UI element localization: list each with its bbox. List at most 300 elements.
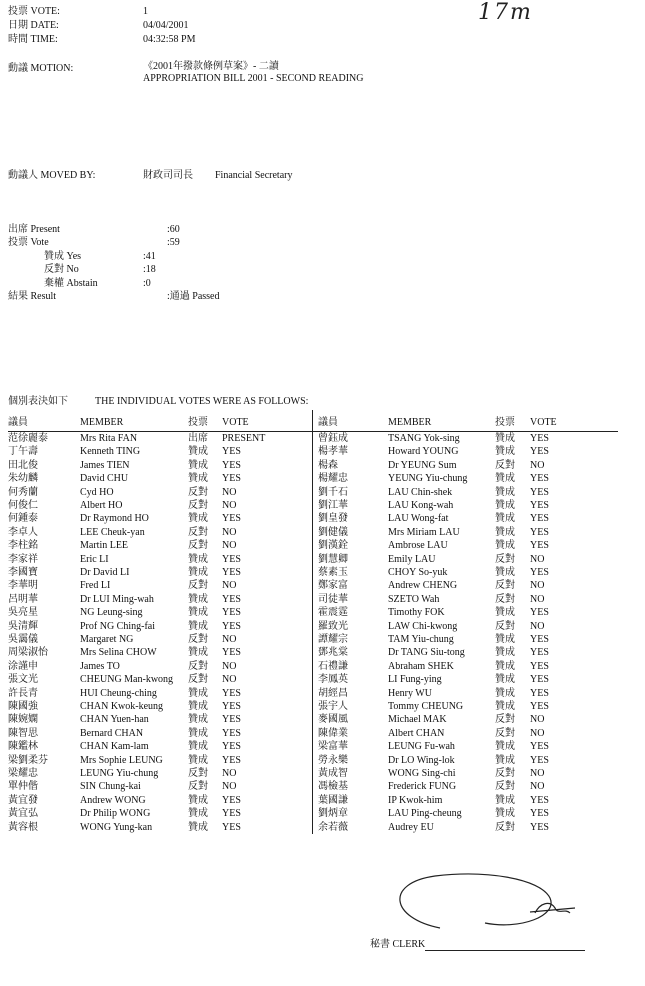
vote-zh: 贊成	[495, 647, 515, 659]
vote-zh: 贊成	[188, 647, 208, 659]
vote-en: YES	[222, 794, 241, 806]
member-name-zh: 馮檢基	[318, 781, 348, 793]
member-name-zh: 楊耀忠	[318, 473, 348, 485]
table-row	[0, 514, 645, 527]
vote-en: YES	[530, 647, 549, 659]
vote-en: NO	[530, 714, 545, 726]
vote-en: YES	[530, 486, 549, 498]
table-row	[0, 715, 645, 728]
member-name-en: CHAN Kam-lam	[80, 741, 149, 753]
member-name-en: LEUNG Fu-wah	[388, 741, 455, 753]
vote-zh: 贊成	[495, 567, 515, 578]
vote-zh: 贊成	[495, 808, 515, 820]
handwritten-note: 17m	[478, 0, 533, 25]
member-name-zh: 何秀蘭	[8, 486, 38, 498]
col-vote: VOTE	[530, 417, 557, 428]
vote-en: YES	[530, 821, 549, 833]
present-count: :60	[167, 224, 180, 235]
date-value: 04/04/2001	[143, 20, 189, 31]
vote-en: NO	[530, 580, 545, 592]
member-name-zh: 梁劉柔芬	[8, 754, 48, 766]
member-name-zh: 李鳳英	[318, 674, 348, 686]
vote-en: YES	[222, 593, 241, 605]
vote-zh: 贊成	[188, 727, 208, 739]
member-name-en: Andrew CHENG	[388, 580, 458, 592]
col-vote-zh: 投票	[495, 417, 515, 428]
member-name-zh: 楊孝華	[318, 446, 348, 458]
member-name-en: CHEUNG Man-kwong	[80, 674, 174, 686]
vote-zh: 反對	[495, 580, 515, 592]
vote-en: YES	[222, 701, 241, 712]
member-name-zh: 朱幼麟	[8, 473, 38, 485]
motion-label: 動議 MOTION:	[8, 63, 74, 74]
member-name-zh: 陳國強	[8, 701, 38, 712]
vote-en: YES	[222, 687, 241, 699]
vote-en: YES	[222, 553, 241, 565]
member-name-en: Dr Philip WONG	[80, 808, 151, 820]
member-name-zh: 霍震霆	[318, 607, 348, 619]
member-name-zh: 李卓人	[8, 526, 38, 538]
vote-en: NO	[222, 486, 237, 498]
member-name-zh: 曾鈺成	[318, 433, 348, 444]
abstain-label: 棄權 Abstain	[44, 278, 98, 289]
vote-zh: 贊成	[495, 486, 515, 498]
member-name-en: Mrs Selina CHOW	[80, 647, 157, 659]
individual-heading-zh: 個別表決如下	[8, 396, 68, 407]
vote-en: YES	[222, 459, 241, 471]
member-name-zh: 陳智思	[8, 727, 38, 739]
member-name-en: Andrew WONG	[80, 794, 146, 806]
member-name-zh: 吳靄儀	[8, 634, 38, 645]
member-name-zh: 胡經昌	[318, 687, 348, 699]
member-name-zh: 李華明	[8, 580, 38, 592]
vote-number: 1	[143, 6, 148, 17]
member-name-zh: 陳鑑林	[8, 741, 38, 753]
member-name-en: Timothy FOK	[388, 607, 445, 619]
vote-zh: 贊成	[495, 794, 515, 806]
vote-en: NO	[222, 580, 237, 592]
vote-zh: 反對	[495, 620, 515, 632]
vote-en: YES	[530, 741, 549, 753]
member-name-en: Margaret NG	[80, 634, 134, 645]
present-label: 出席 Present	[8, 224, 60, 235]
table-row	[0, 689, 645, 702]
vote-en: YES	[530, 473, 549, 485]
member-name-zh: 單仲偕	[8, 781, 38, 793]
member-name-en: LAU Chin-shek	[388, 486, 453, 498]
vote-en: YES	[222, 567, 241, 578]
member-name-zh: 劉漢銓	[318, 540, 348, 552]
vote-zh: 反對	[495, 727, 515, 739]
member-name-zh: 陳婉嫻	[8, 714, 38, 726]
date-label: 日期 DATE:	[8, 20, 59, 31]
member-name-zh: 何俊仁	[8, 500, 38, 511]
member-name-zh: 許長青	[8, 687, 38, 699]
vote-zh: 反對	[495, 781, 515, 793]
member-name-en: LI Fung-ying	[388, 674, 442, 686]
table-row	[0, 648, 645, 661]
vote-zh: 反對	[495, 553, 515, 565]
vote-en: YES	[222, 446, 241, 458]
member-name-zh: 梁富華	[318, 741, 348, 753]
member-name-zh: 呂明華	[8, 593, 38, 605]
vote-en: NO	[530, 727, 545, 739]
member-name-en: Abraham SHEK	[388, 660, 454, 672]
member-name-en: Albert CHAN	[388, 727, 445, 739]
member-name-en: LAW Chi-kwong	[388, 620, 458, 632]
vote-zh: 贊成	[188, 714, 208, 726]
member-name-zh: 陳偉業	[318, 727, 348, 739]
vote-zh: 贊成	[495, 500, 515, 511]
vote-zh: 贊成	[495, 526, 515, 538]
vote-en: NO	[222, 540, 237, 552]
table-row	[0, 809, 645, 822]
vote-en: YES	[530, 607, 549, 619]
member-name-zh: 石禮謙	[318, 660, 348, 672]
member-name-en: Tommy CHEUNG	[388, 701, 464, 712]
vote-zh: 贊成	[188, 513, 208, 525]
member-name-zh: 黃宜弘	[8, 808, 38, 820]
member-name-en: Dr YEUNG Sum	[388, 459, 457, 471]
member-name-en: TSANG Yok-sing	[388, 433, 460, 444]
member-name-zh: 范徐麗泰	[8, 433, 48, 444]
vote-zh: 出席	[188, 433, 208, 444]
vote-zh: 反對	[495, 593, 515, 605]
member-name-zh: 譚耀宗	[318, 634, 348, 645]
table-row	[0, 474, 645, 487]
table-row	[0, 608, 645, 621]
mover-zh: 財政司司長	[143, 170, 193, 181]
signature-line	[425, 950, 585, 951]
member-name-en: David CHU	[80, 473, 129, 485]
vote-en: YES	[530, 660, 549, 672]
table-row	[0, 729, 645, 742]
table-row	[0, 742, 645, 755]
vote-zh: 贊成	[188, 593, 208, 605]
vote-zh: 贊成	[495, 446, 515, 458]
member-name-zh: 司徒華	[318, 593, 348, 605]
member-name-en: LEE Cheuk-yan	[80, 526, 145, 538]
header-rule	[8, 431, 618, 432]
table-row	[0, 823, 645, 836]
vote-zh: 贊成	[495, 674, 515, 686]
table-row	[0, 796, 645, 809]
vote-zh: 贊成	[188, 794, 208, 806]
vote-en: NO	[222, 660, 237, 672]
table-row	[0, 555, 645, 568]
member-name-en: NG Leung-sing	[80, 607, 143, 619]
time-label: 時間 TIME:	[8, 34, 58, 45]
vote-zh: 反對	[188, 486, 208, 498]
vote-zh: 贊成	[188, 808, 208, 820]
member-name-en: Michael MAK	[388, 714, 447, 726]
member-name-zh: 何鍾泰	[8, 513, 38, 525]
member-name-zh: 李家祥	[8, 553, 38, 565]
motion-title-en: APPROPRIATION BILL 2001 - SECOND READING	[143, 73, 364, 84]
vote-en: YES	[222, 620, 241, 632]
vote-en: YES	[530, 567, 549, 578]
member-name-en: Kenneth TING	[80, 446, 141, 458]
vote-zh: 贊成	[188, 620, 208, 632]
member-name-en: Dr LUI Ming-wah	[80, 593, 154, 605]
member-name-zh: 張宇人	[318, 701, 348, 712]
member-name-zh: 羅致光	[318, 620, 348, 632]
member-name-en: HUI Cheung-ching	[80, 687, 157, 699]
vote-zh: 贊成	[188, 821, 208, 833]
vote-en: NO	[530, 459, 545, 471]
col-vote: VOTE	[222, 417, 249, 428]
vote-en: NO	[530, 553, 545, 565]
vote-en: YES	[222, 741, 241, 753]
member-name-en: Dr Raymond HO	[80, 513, 149, 525]
member-name-zh: 劉健儀	[318, 526, 348, 538]
member-name-zh: 劉慧卿	[318, 553, 348, 565]
member-name-en: Henry WU	[388, 687, 432, 699]
member-name-zh: 麥國風	[318, 714, 348, 726]
vote-en: PRESENT	[222, 433, 266, 444]
member-name-en: IP Kwok-him	[388, 794, 443, 806]
member-name-en: Albert HO	[80, 500, 123, 511]
vote-en: YES	[530, 794, 549, 806]
member-name-zh: 劉皇發	[318, 513, 348, 525]
vote-en: YES	[530, 754, 549, 766]
member-name-zh: 丁午壽	[8, 446, 38, 458]
vote-zh: 贊成	[188, 754, 208, 766]
member-name-zh: 勞永樂	[318, 754, 348, 766]
member-name-zh: 蔡素玉	[318, 567, 348, 578]
vote-zh: 贊成	[188, 567, 208, 578]
no-label: 反對 No	[44, 264, 79, 275]
vote-en: YES	[530, 513, 549, 525]
vote-zh: 反對	[495, 459, 515, 471]
member-name-zh: 吳清輝	[8, 620, 38, 632]
vote-zh: 贊成	[188, 459, 208, 471]
member-name-en: Dr TANG Siu-tong	[388, 647, 465, 659]
member-name-en: Frederick FUNG	[388, 781, 457, 793]
moved-by-label: 動議人 MOVED BY:	[8, 170, 96, 181]
vote-zh: 贊成	[495, 660, 515, 672]
vote-en: NO	[222, 500, 237, 511]
table-row	[0, 461, 645, 474]
vote-zh: 贊成	[495, 433, 515, 444]
member-name-en: SZETO Wah	[388, 593, 440, 605]
member-name-en: WONG Yung-kan	[80, 821, 153, 833]
member-name-en: Dr David LI	[80, 567, 130, 578]
vote-zh: 贊成	[495, 513, 515, 525]
member-name-zh: 黃宜發	[8, 794, 38, 806]
vote-en: NO	[530, 620, 545, 632]
vote-en: NO	[222, 526, 237, 538]
vote-zh: 贊成	[495, 754, 515, 766]
vote-zh: 反對	[495, 714, 515, 726]
vote-zh: 贊成	[188, 607, 208, 619]
vote-zh: 贊成	[188, 701, 208, 712]
vote-en: NO	[530, 593, 545, 605]
vote-zh: 反對	[188, 660, 208, 672]
vote-zh: 反對	[188, 580, 208, 592]
vote-en: NO	[222, 781, 237, 793]
vote-en: YES	[530, 687, 549, 699]
vote-label: 投票 VOTE:	[8, 6, 60, 17]
member-name-en: Mrs Sophie LEUNG	[80, 754, 163, 766]
member-name-en: LAU Kong-wah	[388, 500, 454, 511]
member-name-zh: 余若薇	[318, 821, 348, 833]
vote-en: NO	[222, 634, 237, 645]
vote-zh: 反對	[495, 821, 515, 833]
mover-en: Financial Secretary	[215, 170, 293, 181]
col-member-zh: 議員	[318, 417, 338, 428]
vote-zh: 贊成	[495, 540, 515, 552]
member-name-zh: 李國寶	[8, 567, 38, 578]
member-name-en: James TIEN	[80, 459, 130, 471]
table-row	[0, 528, 645, 541]
member-name-en: TAM Yiu-chung	[388, 634, 454, 645]
member-name-en: Howard YOUNG	[388, 446, 459, 458]
vote-zh: 反對	[495, 768, 515, 779]
member-name-en: CHAN Kwok-keung	[80, 701, 164, 712]
table-row	[0, 662, 645, 675]
vote-en: YES	[530, 701, 549, 712]
member-name-en: Ambrose LAU	[388, 540, 448, 552]
vote-zh: 贊成	[495, 473, 515, 485]
member-name-en: Martin LEE	[80, 540, 129, 552]
member-name-en: CHOY So-yuk	[388, 567, 448, 578]
vote-en: YES	[530, 500, 549, 511]
vote-en: YES	[222, 808, 241, 820]
member-name-en: Fred LI	[80, 580, 111, 592]
member-name-zh: 鄧兆棠	[318, 647, 348, 659]
vote-zh: 贊成	[188, 553, 208, 565]
vote-en: YES	[222, 727, 241, 739]
vote-en: YES	[530, 674, 549, 686]
vote-en: YES	[222, 821, 241, 833]
vote-en: YES	[222, 647, 241, 659]
member-name-en: Emily LAU	[388, 553, 436, 565]
table-row	[0, 595, 645, 608]
member-name-en: Eric LI	[80, 553, 109, 565]
member-name-zh: 劉炳章	[318, 808, 348, 820]
vote-en: YES	[530, 433, 549, 444]
member-name-zh: 劉千石	[318, 486, 348, 498]
member-name-en: WONG Sing-chi	[388, 768, 456, 779]
member-name-zh: 黃容根	[8, 821, 38, 833]
vote-en: YES	[530, 540, 549, 552]
vote-zh: 反對	[188, 526, 208, 538]
time-value: 04:32:58 PM	[143, 34, 196, 45]
vote-zh: 贊成	[188, 473, 208, 485]
member-name-zh: 鄭家富	[318, 580, 348, 592]
table-row	[0, 782, 645, 795]
clerk-signature	[390, 868, 590, 948]
member-name-en: Audrey EU	[388, 821, 434, 833]
vote-zh: 贊成	[495, 634, 515, 645]
individual-heading-en: THE INDIVIDUAL VOTES WERE AS FOLLOWS:	[95, 396, 309, 407]
member-name-zh: 李柱銘	[8, 540, 38, 552]
vote-en: YES	[530, 634, 549, 645]
vote-zh: 反對	[188, 674, 208, 686]
abstain-count: :0	[143, 278, 151, 289]
vote-en: YES	[222, 513, 241, 525]
yes-label: 贊成 Yes	[44, 251, 82, 262]
member-name-en: Bernard CHAN	[80, 727, 144, 739]
vote-en: YES	[530, 526, 549, 538]
member-name-zh: 葉國謙	[318, 794, 348, 806]
vote-en: YES	[530, 808, 549, 820]
vote-zh: 反對	[188, 768, 208, 779]
vote-en: NO	[222, 674, 237, 686]
col-member: MEMBER	[388, 417, 432, 428]
table-row	[0, 622, 645, 635]
vote-en: NO	[530, 781, 545, 793]
vote-en: NO	[530, 768, 545, 779]
member-name-en: Prof NG Ching-fai	[80, 620, 155, 632]
vote-en: YES	[222, 473, 241, 485]
vote-zh: 贊成	[188, 741, 208, 753]
member-name-en: Dr LO Wing-lok	[388, 754, 455, 766]
member-name-en: CHAN Yuen-han	[80, 714, 149, 726]
result-label: 結果 Result	[8, 291, 57, 302]
member-name-zh: 黃成智	[318, 768, 348, 779]
col-vote-zh: 投票	[188, 417, 208, 428]
clerk-label: 秘書 CLERK	[370, 939, 426, 950]
member-name-zh: 周梁淑怡	[8, 647, 48, 659]
col-member-zh: 議員	[8, 417, 28, 428]
vote-zh: 贊成	[188, 446, 208, 458]
member-name-zh: 吳亮星	[8, 607, 38, 619]
member-name-en: James TO	[80, 660, 120, 672]
vote-zh: 反對	[188, 500, 208, 511]
vote-zh: 贊成	[188, 687, 208, 699]
yes-count: :41	[143, 251, 156, 262]
vote-zh: 反對	[188, 634, 208, 645]
vote-zh: 贊成	[495, 687, 515, 699]
motion-title-zh: 《2001年撥款條例草案》- 二讀	[143, 61, 279, 72]
vote-zh: 反對	[188, 781, 208, 793]
table-row	[0, 581, 645, 594]
member-name-zh: 涂謹申	[8, 660, 38, 672]
result-value: :通過 Passed	[167, 291, 220, 302]
vote-en: YES	[530, 446, 549, 458]
vote-zh: 贊成	[495, 701, 515, 712]
vote-zh: 反對	[188, 540, 208, 552]
vote-en: YES	[222, 607, 241, 619]
member-name-en: Mrs Miriam LAU	[388, 526, 460, 538]
member-name-en: LEUNG Yiu-chung	[80, 768, 159, 779]
member-name-en: LAU Wong-fat	[388, 513, 449, 525]
votes-label: 投票 Vote	[8, 237, 49, 248]
col-member: MEMBER	[80, 417, 124, 428]
table-row	[0, 447, 645, 460]
table-row	[0, 675, 645, 688]
votes-count: :59	[167, 237, 180, 248]
vote-zh: 贊成	[495, 741, 515, 753]
table-row	[0, 756, 645, 769]
member-name-zh: 梁耀忠	[8, 768, 38, 779]
member-name-en: Cyd HO	[80, 486, 114, 498]
table-row	[0, 488, 645, 501]
member-name-zh: 張文光	[8, 674, 38, 686]
vote-zh: 贊成	[495, 607, 515, 619]
vote-en: NO	[222, 768, 237, 779]
member-name-en: LAU Ping-cheung	[388, 808, 462, 820]
member-name-en: SIN Chung-kai	[80, 781, 141, 793]
member-name-zh: 田北俊	[8, 459, 38, 471]
member-name-zh: 劉江華	[318, 500, 348, 511]
no-count: :18	[143, 264, 156, 275]
vote-en: YES	[222, 754, 241, 766]
vote-en: YES	[222, 714, 241, 726]
member-name-zh: 楊森	[318, 459, 338, 471]
